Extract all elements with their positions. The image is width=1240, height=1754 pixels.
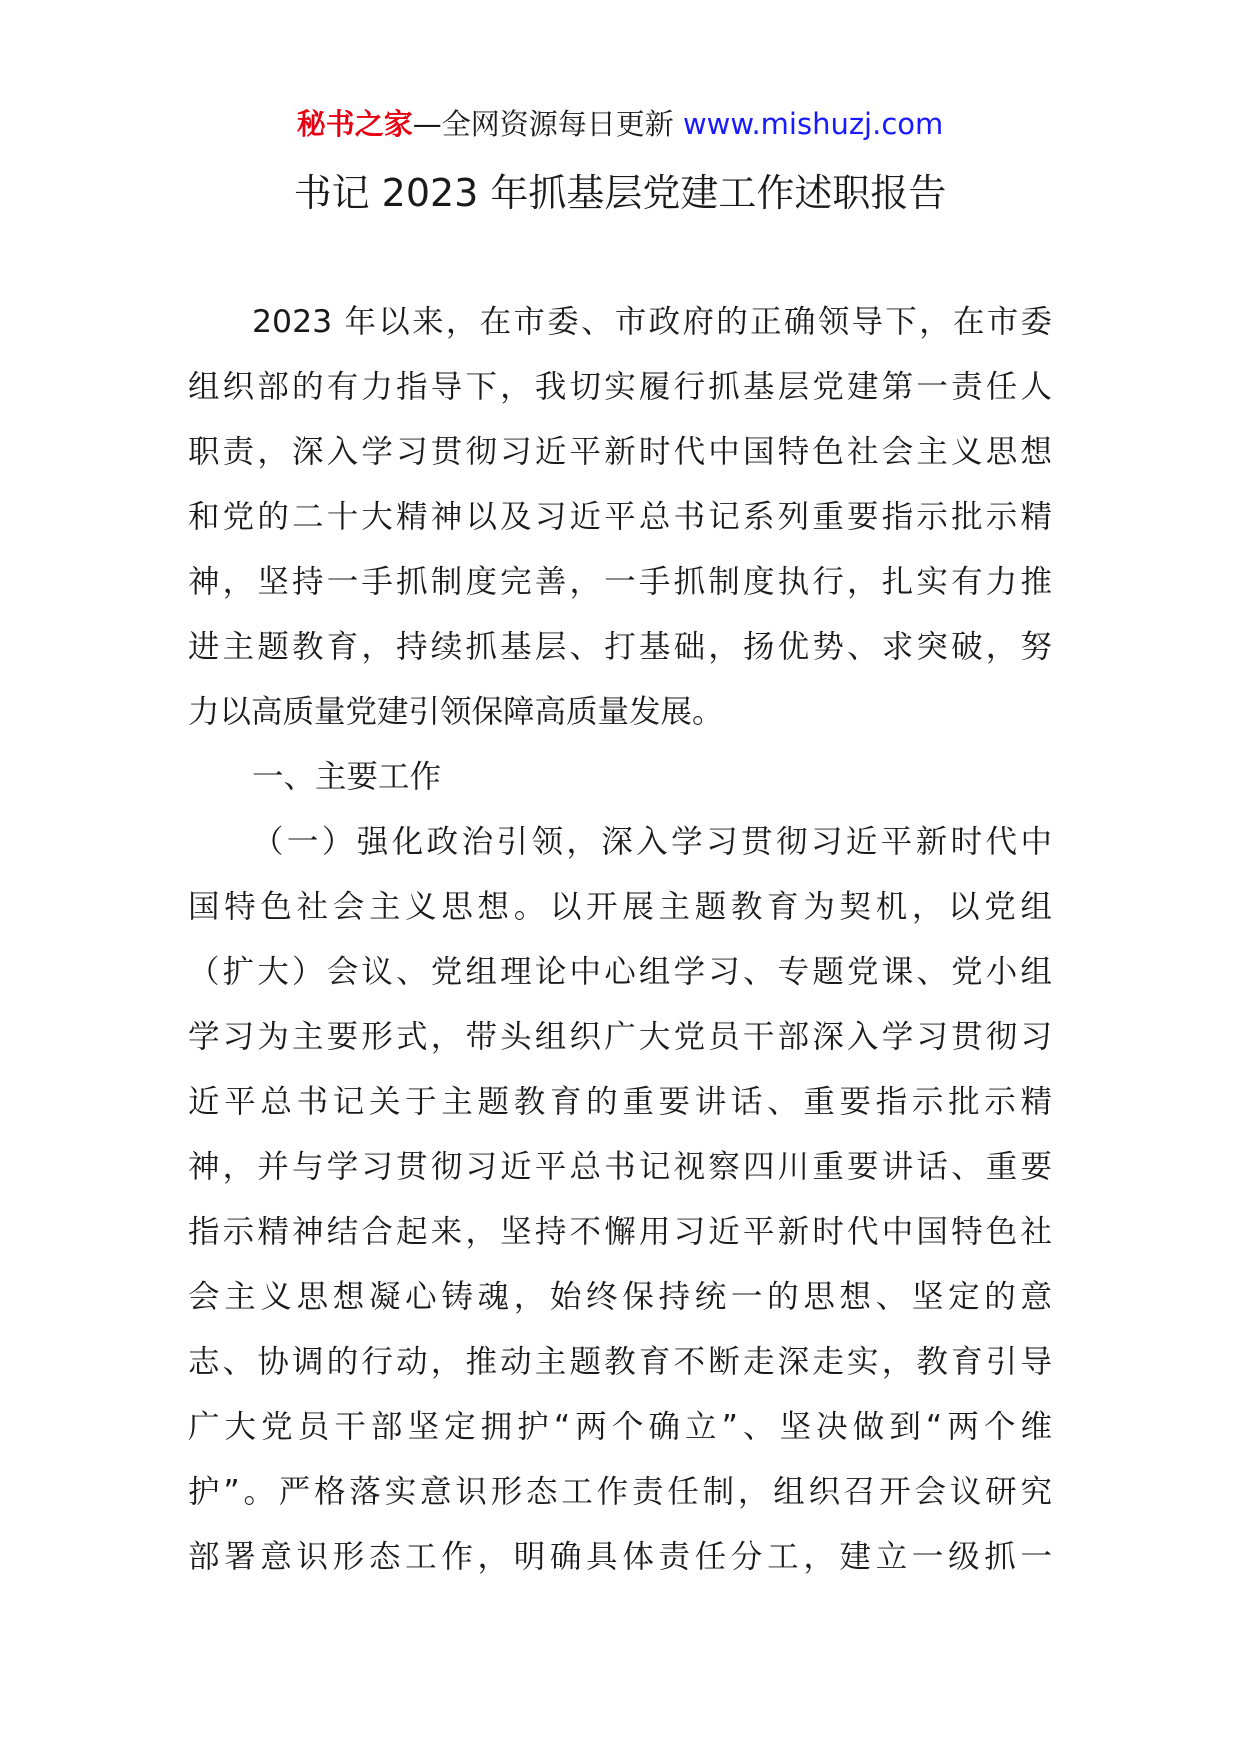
site-header bbox=[0, 104, 1240, 144]
paragraph-line: 会主义思想凝心铸魂，始终保持统一的思想、坚定的意 bbox=[188, 1279, 1052, 1315]
paragraph-line: 志、协调的行动，推动主题教育不断走深走实，教育引导 bbox=[188, 1344, 1052, 1380]
section-heading: 一、主要工作 bbox=[252, 759, 442, 795]
paragraph-line: 指示精神结合起来，坚持不懈用习近平新时代中国特色社 bbox=[188, 1214, 1052, 1250]
paragraph-line: 部署意识形态工作，明确具体责任分工，建立一级抓一 bbox=[188, 1539, 1052, 1575]
paragraph-line: （扩大）会议、党组理论中心组学习、专题党课、党小组 bbox=[188, 954, 1052, 990]
paragraph-line: 广大党员干部坚定拥护“两个确立”、坚决做到“两个维 bbox=[188, 1409, 1052, 1445]
paragraph-line: 职责，深入学习贯彻习近平新时代中国特色社会主义思想 bbox=[188, 434, 1052, 470]
paragraph-line: 力以高质量党建引领保障高质量发展。 bbox=[188, 694, 724, 730]
paragraph-line: 和党的二十大精神以及习近平总书记系列重要指示批示精 bbox=[188, 499, 1052, 535]
paragraph-line: 神，坚持一手抓制度完善，一手抓制度执行，扎实有力推 bbox=[188, 564, 1052, 600]
paragraph-line: （一）强化政治引领，深入学习贯彻习近平新时代中 bbox=[252, 824, 1052, 860]
paragraph-line: 组织部的有力指导下，我切实履行抓基层党建第一责任人 bbox=[188, 369, 1052, 405]
paragraph-line: 国特色社会主义思想。以开展主题教育为契机，以党组 bbox=[188, 889, 1052, 925]
paragraph-line: 护”。严格落实意识形态工作责任制，组织召开会议研究 bbox=[188, 1474, 1052, 1510]
document-title: 书记 2023 年抓基层党建工作述职报告 bbox=[293, 171, 947, 215]
site-brand: 秘书之家 bbox=[296, 107, 413, 141]
paragraph-line: 神，并与学习贯彻习近平总书记视察四川重要讲话、重要 bbox=[188, 1149, 1052, 1185]
document-body bbox=[188, 290, 1052, 1590]
site-url-link[interactable]: www.mishuzj.com bbox=[682, 107, 944, 141]
site-tagline: —全网资源每日更新 bbox=[412, 107, 674, 141]
paragraph-line: 学习为主要形式，带头组织广大党员干部深入学习贯彻习 bbox=[188, 1019, 1052, 1055]
paragraph-line: 2023 年以来，在市委、市政府的正确领导下，在市委 bbox=[252, 304, 1052, 340]
paragraph-line: 进主题教育，持续抓基层、打基础，扬优势、求突破，努 bbox=[188, 629, 1052, 665]
paragraph-line: 近平总书记关于主题教育的重要讲话、重要指示批示精 bbox=[188, 1084, 1052, 1120]
